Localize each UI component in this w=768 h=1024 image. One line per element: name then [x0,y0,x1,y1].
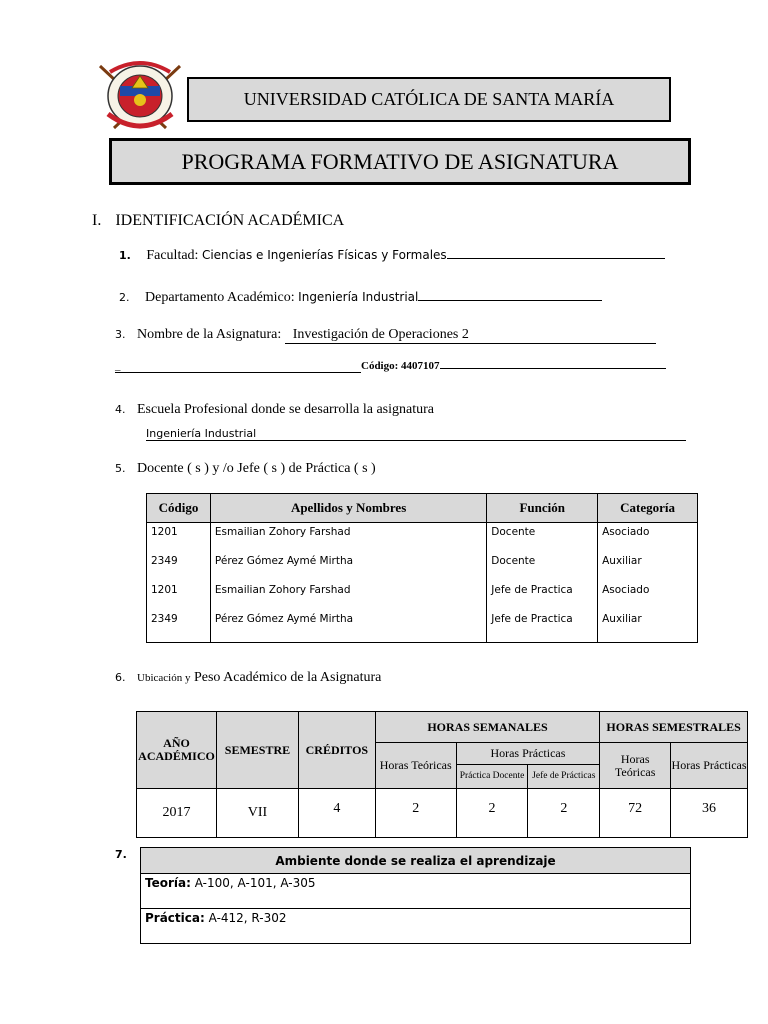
section-title: IDENTIFICACIÓN ACADÉMICA [115,212,345,229]
field-label: Escuela Profesional donde se desarrolla la asignatura [137,402,435,417]
header-sem-practicas: Horas Prácticas [671,743,748,789]
section-numeral: I. [92,212,102,229]
header-practica-docente: Práctica Docente [456,765,528,789]
header-anio: AÑO ACADÉMICO [137,712,217,789]
practica-label: Práctica: [145,911,205,925]
table-cell: Pérez Gómez Aymé Mirtha [210,613,486,643]
item-number: 5. [115,462,126,475]
column-header: Apellidos y Nombres [210,494,486,523]
column-header: Código [147,494,211,523]
item-number: 3. [115,328,126,341]
header-horas-teoricas: Horas Teóricas [375,743,456,789]
field-label: Facultad: [146,248,199,263]
table-cell: 1201 [147,523,211,556]
table-cell: Esmailian Zohory Farshad [210,584,486,613]
asignatura-fill [285,327,656,344]
codigo-value: 4407107 [401,360,440,372]
table-cell: 1201 [147,584,211,613]
field-label: Nombre de la Asignatura: [137,327,282,342]
teoria-label: Teoría: [145,876,191,890]
ambiente-header: Ambiente donde se realiza el aprendizaje [141,848,691,874]
fill-line [418,300,602,301]
table-row [147,555,698,584]
fill-line [447,258,665,259]
field-facultad [119,248,686,264]
facultad-value: Ciencias e Ingenierías Físicas y Formales [201,248,447,262]
value-anio: 2017 [137,789,217,838]
header-jefe-practicas: Jefe de Prácticas [528,765,600,789]
program-title-box [109,138,691,185]
field-escuela [115,402,434,418]
field-peso [115,670,381,686]
codigo-prefix-fill [115,360,361,373]
table-header-row [147,494,698,523]
value-practica-docente: 2 [456,789,528,838]
table-cell: Jefe de Practica [487,613,598,643]
field-label: Docente ( s ) y /o Jefe ( s ) de Práctica ( s ) [137,461,376,476]
table-cell: 2349 [147,555,211,584]
codigo-label: Código: [361,360,399,372]
table-row [147,584,698,613]
peso-academico-table [136,711,748,838]
departamento-value: Ingeniería Industrial [298,290,419,304]
item-number: 7. [115,848,127,861]
practica-value: A-412, R-302 [208,911,287,925]
program-title: PROGRAMA FORMATIVO DE ASIGNATURA [181,148,619,174]
item-number: 1. [119,249,131,262]
table-row [141,874,691,909]
header-semestre: SEMESTRE [216,712,298,789]
item-number: 6. [115,671,126,684]
field-docente [115,461,376,477]
value-creditos: 4 [298,789,375,838]
table-row [147,523,698,556]
table-cell: Jefe de Practica [487,584,598,613]
column-header: Categoría [598,494,698,523]
escuela-value-line [146,427,686,441]
codigo-prefix: _ [115,360,121,372]
value-sem-practicas: 36 [671,789,748,838]
value-horas-teoricas: 2 [375,789,456,838]
field-label-small: Ubicación y [137,672,191,684]
field-asignatura [115,327,656,344]
university-seal-logo [96,58,184,134]
ambiente-table [140,847,691,944]
table-cell: Esmailian Zohory Farshad [210,523,486,556]
section-heading [92,212,344,230]
escuela-value: Ingeniería Industrial [146,427,257,440]
field-codigo [115,360,666,373]
header-creditos: CRÉDITOS [298,712,375,789]
fill-line [440,368,666,369]
field-label: Departamento Académico: [145,290,295,305]
column-header: Función [487,494,598,523]
value-semestre: VII [216,789,298,838]
table-cell: Docente [487,523,598,556]
value-sem-teoricas: 72 [600,789,671,838]
value-jefe-practicas: 2 [528,789,600,838]
table-cell: Asociado [598,584,698,613]
header-horas-semanales: HORAS SEMANALES [375,712,599,743]
table-row [147,613,698,643]
item-number: 4. [115,403,126,416]
practica-cell [141,909,691,944]
table-row [141,909,691,944]
table-cell: Auxiliar [598,555,698,584]
header-horas-semestrales: HORAS SEMESTRALES [600,712,748,743]
university-name-box [187,77,671,122]
table-cell: Auxiliar [598,613,698,643]
table-cell: Pérez Gómez Aymé Mirtha [210,555,486,584]
table-cell: Docente [487,555,598,584]
teoria-cell [141,874,691,909]
asignatura-value: Investigación de Operaciones 2 [292,327,469,342]
teoria-value: A-100, A-101, A-305 [194,876,316,890]
table-cell: Asociado [598,523,698,556]
docentes-table [146,493,698,643]
header-horas-practicas: Horas Prácticas [456,743,600,765]
table-row [137,789,748,838]
header-sem-teoricas: Horas Teóricas [600,743,671,789]
field-label: Peso Académico de la Asignatura [193,670,382,685]
university-name: UNIVERSIDAD CATÓLICA DE SANTA MARÍA [243,89,615,109]
item-number: 2. [119,291,130,304]
field-departamento [119,290,602,306]
table-cell: 2349 [147,613,211,643]
